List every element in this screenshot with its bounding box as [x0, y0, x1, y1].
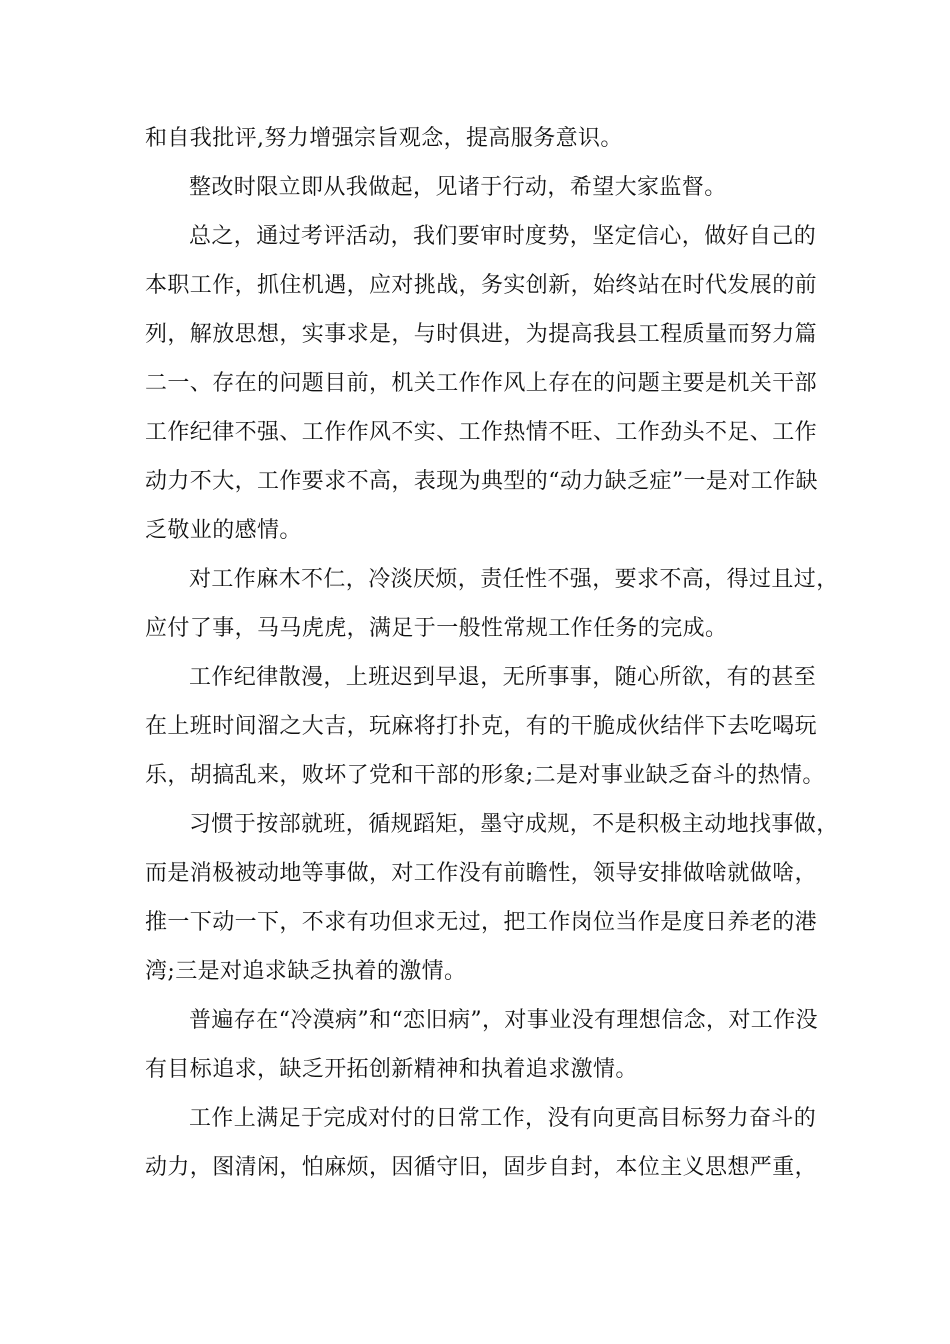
text-line: 湾;三是对追求缺乏执着的激情。 [145, 959, 467, 984]
text-line: 乏敬业的感情。 [145, 518, 302, 543]
text-line: 工作纪律不强、工作作风不实、工作热情不旺、工作劲头不足、工作 [145, 420, 818, 445]
text-line: 有目标追求，缺乏开拓创新精神和执着追求激情。 [145, 1057, 638, 1082]
text-line: 总之，通过考评活动，我们要审时度势，坚定信心，做好自己的 [189, 224, 817, 249]
text-line: 习惯于按部就班，循规蹈矩，墨守成规，不是积极主动地找事做， [189, 812, 839, 837]
text-line: 本职工作，抓住机遇，应对挑战，务实创新，始终站在时代发展的前 [145, 273, 818, 298]
text-line: 列，解放思想，实事求是，与时俱进，为提高我县工程质量而努力篇 [145, 322, 818, 347]
text-line: 而是消极被动地等事做，对工作没有前瞻性，领导安排做啥就做啥， [145, 861, 818, 886]
text-line: 整改时限立即从我做起，见诸于行动，希望大家监督。 [189, 175, 727, 200]
text-line: 动力不大，工作要求不高，表现为典型的“动力缺乏症”一是对工作缺 [145, 469, 818, 494]
text-line: 对工作麻木不仁，冷淡厌烦，责任性不强，要求不高，得过且过， [189, 567, 839, 592]
text-line: 动力，图清闲，怕麻烦，因循守旧，固步自封，本位主义思想严重， [145, 1155, 818, 1180]
text-line: 乐，胡搞乱来，败坏了党和干部的形象;二是对事业缺乏奋斗的热情。 [145, 763, 825, 788]
text-line: 在上班时间溜之大吉，玩麻将打扑克，有的干脆成伙结伴下去吃喝玩 [145, 714, 818, 739]
text-line: 推一下动一下，不求有功但求无过，把工作岗位当作是度日养老的港 [145, 910, 818, 935]
text-line: 和自我批评,努力增强宗旨观念，提高服务意识。 [145, 126, 623, 151]
text-line: 应付了事，马马虎虎，满足于一般性常规工作任务的完成。 [145, 616, 728, 641]
text-line: 二一、存在的问题目前，机关工作作风上存在的问题主要是机关干部 [145, 371, 818, 396]
text-line: 工作上满足于完成对付的日常工作，没有向更高目标努力奋斗的 [189, 1106, 817, 1131]
text-line: 工作纪律散漫，上班迟到早退，无所事事，随心所欲，有的甚至 [189, 665, 817, 690]
document-body [145, 114, 839, 1192]
text-line: 普遍存在“冷漠病”和“恋旧病”，对事业没有理想信念，对工作没 [189, 1008, 818, 1033]
